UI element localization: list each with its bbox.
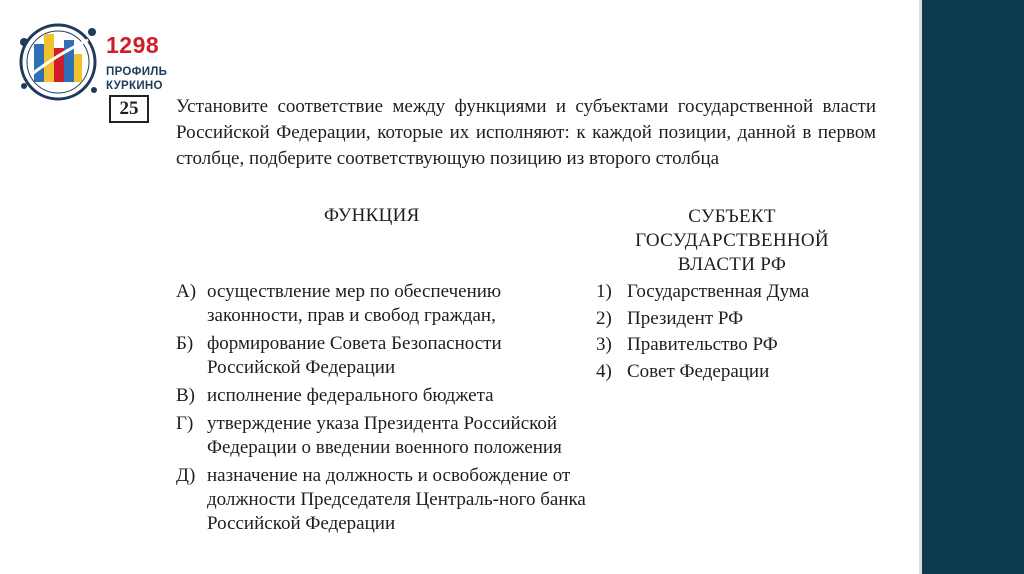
subject-item: [596, 280, 856, 304]
subject-label: 4): [596, 360, 612, 382]
function-label: В): [176, 385, 195, 406]
subject-label: 2): [596, 307, 612, 329]
column-title-subject-line: ВЛАСТИ РФ: [677, 254, 787, 275]
task-statement: Установите соответствие между функциями и субъектами государственной власти Российской Федерации, которые их исполняют: к каждой позиции, данной в первом столбце, подберите соответствующую позицию из второго столбца: [176, 96, 876, 169]
subject-text: Правительство РФ: [627, 334, 778, 355]
column-title-subject-line: СУБЪЕКТ: [688, 206, 776, 227]
school-logo: [14, 14, 184, 106]
function-label: А): [176, 281, 197, 302]
subject-text: Президент РФ: [627, 307, 744, 329]
function-item: [176, 332, 596, 380]
function-text: исполнение федерального бюджета: [207, 385, 494, 406]
function-item: [176, 280, 596, 328]
function-item: [176, 384, 596, 408]
function-label: Д): [176, 465, 196, 486]
task-number-box: 25: [109, 95, 149, 123]
subject-label: 1): [596, 281, 612, 302]
subject-text: Государственная Дума: [627, 281, 810, 302]
side-panel: [922, 0, 1024, 574]
column-title-subject: [600, 205, 864, 277]
function-label: Г): [176, 413, 194, 434]
logo-emblem-icon: [14, 14, 104, 106]
logo-text-line2: КУРКИНО: [106, 80, 163, 92]
subject-item: [596, 333, 856, 357]
functions-list: [176, 280, 596, 540]
column-title-function: ФУНКЦИЯ: [324, 205, 420, 226]
function-item: [176, 464, 596, 536]
subject-item: [596, 360, 856, 384]
function-text: утверждение указа Президента Российской Федерации о введении военного положения: [207, 413, 562, 458]
logo-text-line1: ПРОФИЛЬ: [106, 66, 168, 78]
subjects-list: [596, 280, 856, 386]
subject-item: [596, 307, 856, 331]
column-title-subject-line: ГОСУДАРСТВЕННОЙ: [635, 230, 829, 251]
logo-number: 1298: [106, 32, 160, 58]
function-text: формирование Совета Безопасности Российской Федерации: [207, 333, 502, 378]
function-item: [176, 412, 596, 460]
function-text: осуществление мер по обеспечению законности, прав и свобод граждан,: [207, 281, 502, 326]
subject-label: 3): [596, 334, 612, 355]
subject-text: Совет Федерации: [627, 360, 770, 382]
function-label: Б): [176, 333, 194, 354]
function-text: назначение на должность и освобождение от должности Председателя Централь-ного банка Российской Федерации: [207, 465, 586, 534]
